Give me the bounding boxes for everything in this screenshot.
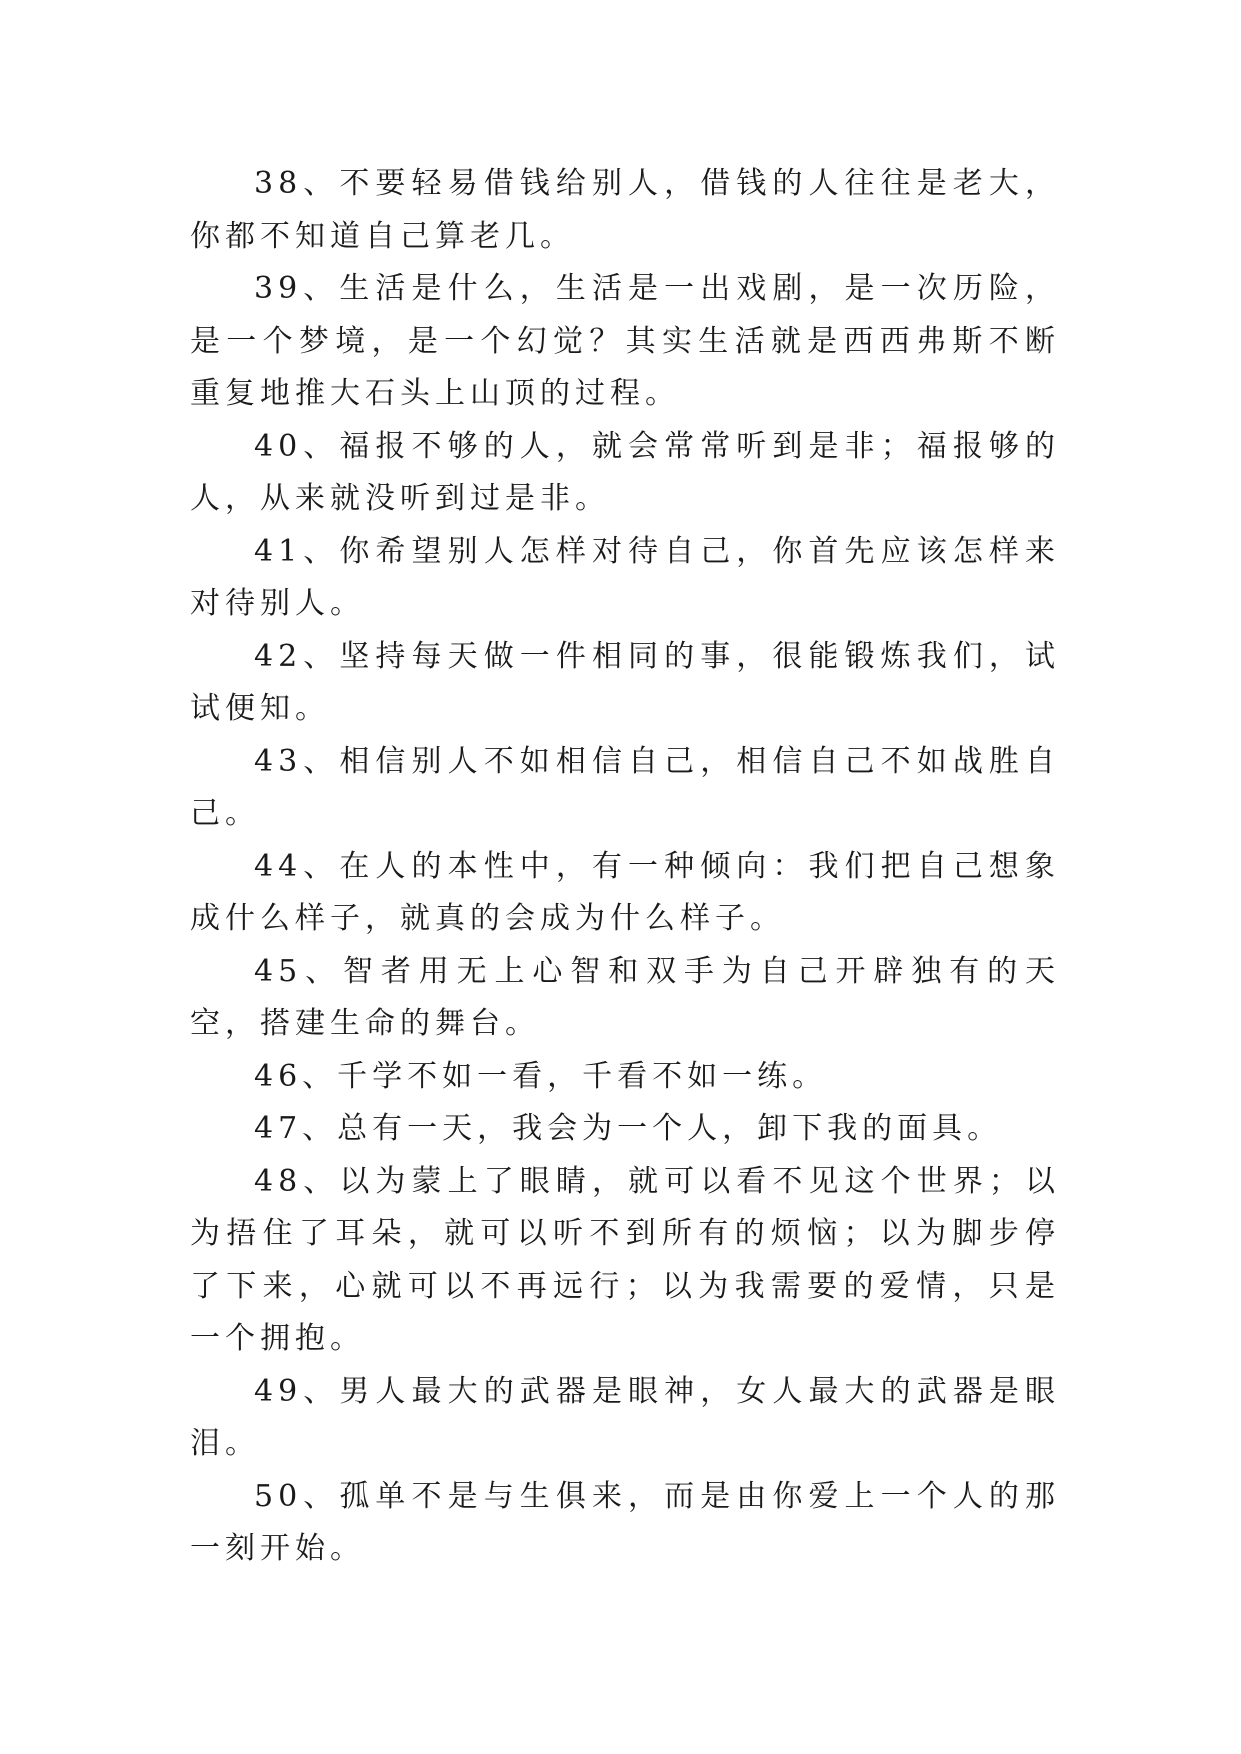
quote-paragraph-38: 38、不要轻易借钱给别人，借钱的人往往是老大，你都不知道自己算老几。 [190, 166, 1060, 254]
quote-paragraph-40: 40、福报不够的人，就会常常听到是非；福报够的人，从来就没听到过是非。 [190, 428, 1060, 516]
quote-paragraph-47: 47、总有一天，我会为一个人，卸下我的面具。 [254, 1111, 1003, 1146]
quote-paragraph-41: 41、你希望别人怎样对待自己，你首先应该怎样来对待别人。 [190, 533, 1060, 621]
document-body [190, 158, 1060, 1576]
quote-paragraph-42: 42、坚持每天做一件相同的事，很能锻炼我们，试试便知。 [190, 638, 1060, 726]
quote-paragraph-39: 39、生活是什么，生活是一出戏剧，是一次历险，是一个梦境，是一个幻觉？其实生活就是西西弗斯不断重复地推大石头上山顶的过程。 [190, 271, 1060, 411]
quote-paragraph-44: 44、在人的本性中，有一种倾向：我们把自己想象成什么样子，就真的会成为什么样子。 [190, 848, 1060, 936]
quote-paragraph-48: 48、以为蒙上了眼睛，就可以看不见这个世界；以为捂住了耳朵，就可以听不到所有的烦恼；以为脚步停了下来，心就可以不再远行；以为我需要的爱情，只是一个拥抱。 [190, 1163, 1060, 1356]
quote-paragraph-50: 50、孤单不是与生俱来，而是由你爱上一个人的那一刻开始。 [190, 1478, 1060, 1566]
quote-paragraph-49: 49、男人最大的武器是眼神，女人最大的武器是眼泪。 [190, 1373, 1060, 1461]
quote-paragraph-43: 43、相信别人不如相信自己，相信自己不如战胜自己。 [190, 743, 1060, 831]
quote-paragraph-46: 46、千学不如一看，千看不如一练。 [254, 1058, 828, 1094]
quote-paragraph-45: 45、智者用无上心智和双手为自己开辟独有的天空，搭建生命的舞台。 [190, 953, 1060, 1041]
